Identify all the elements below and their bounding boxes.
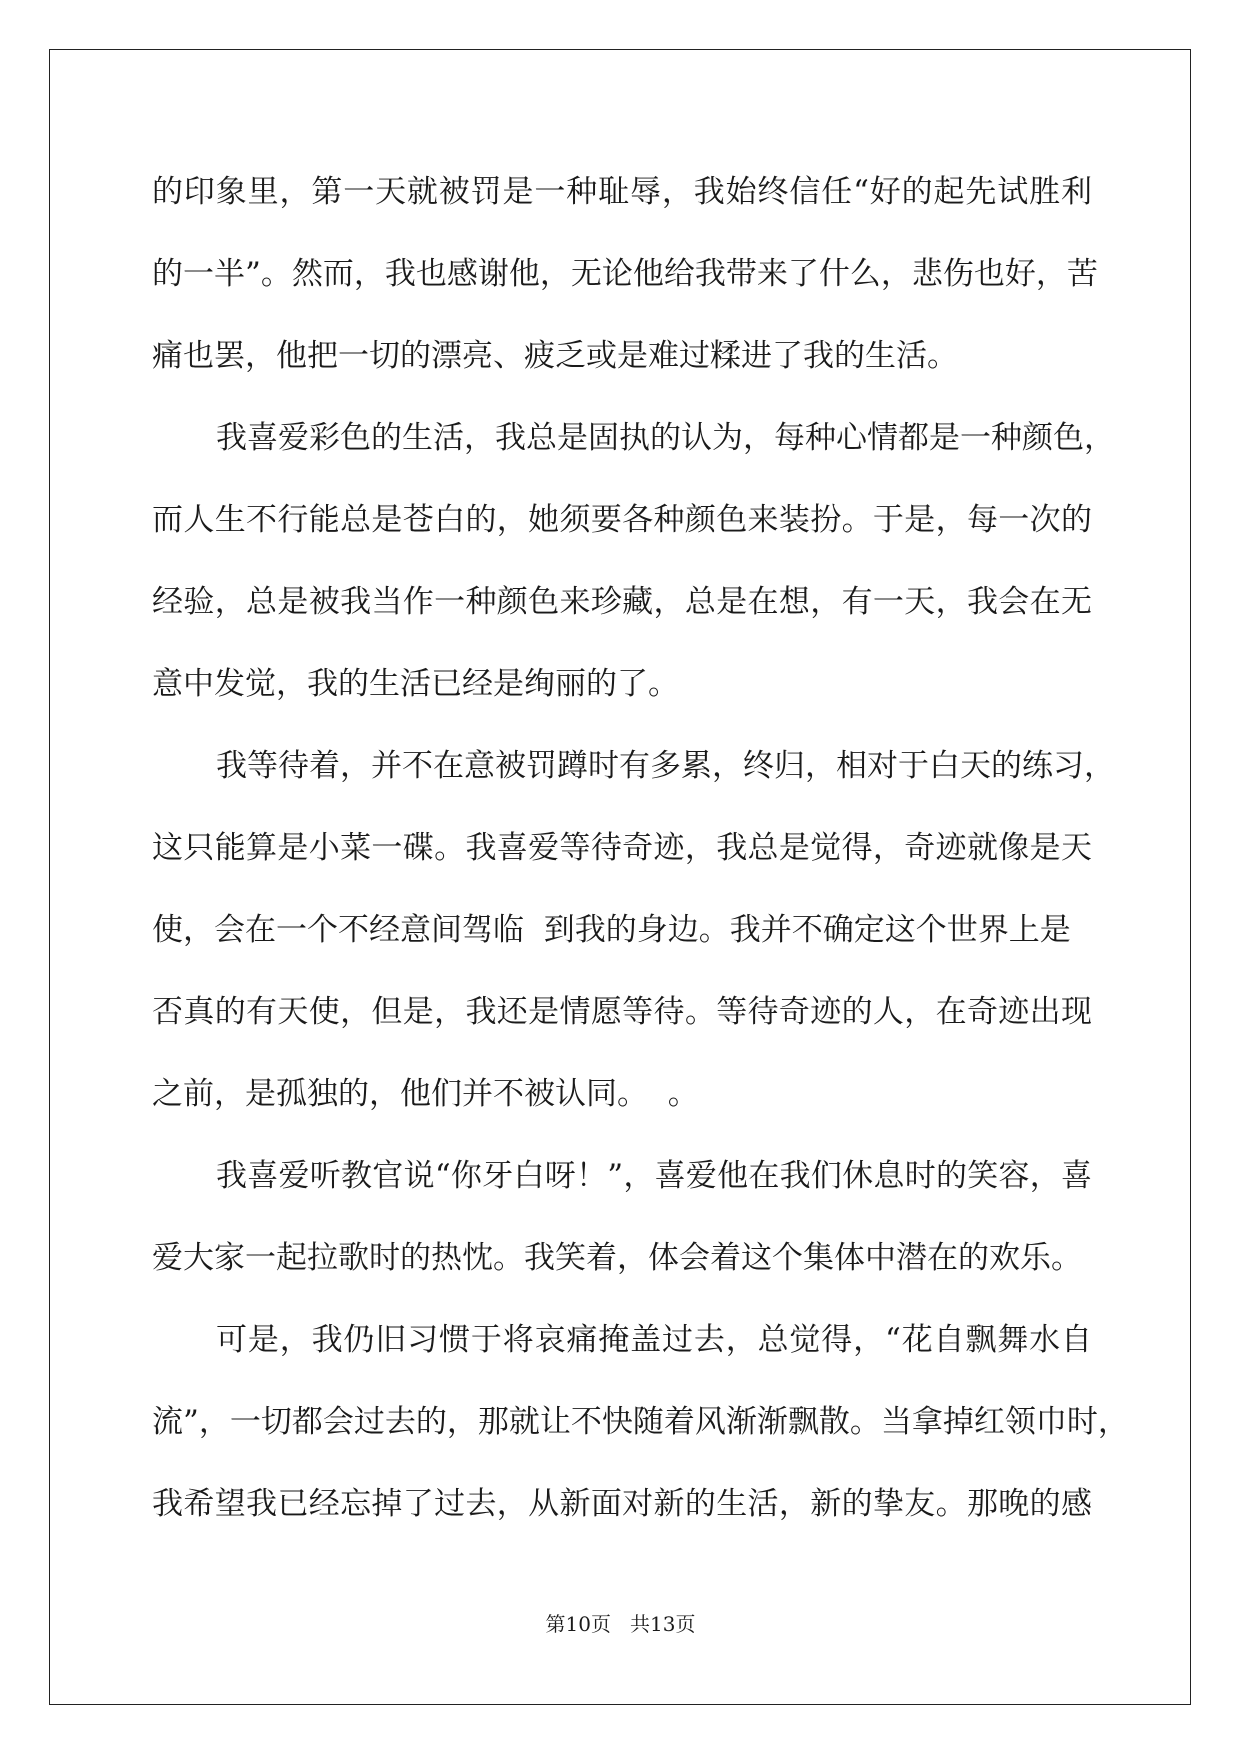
page-total: 共13页 <box>630 1612 696 1636</box>
text-line: 我等待着，并不在意被罚蹲时有多累，终归，相对于白天的练习， <box>216 748 1115 784</box>
text-line: 经验，总是被我当作一种颜色来珍藏，总是在想，有一天，我会在无 <box>152 584 1092 620</box>
text-line: 痛也罢，他把一切的漂亮、疲乏或是难过糅进了我的生活。 <box>152 338 958 374</box>
text-line: 我喜爱彩色的生活，我总是固执的认为，每种心情都是一种颜色， <box>216 420 1115 456</box>
text-line: 可是，我仍旧习惯于将哀痛掩盖过去，总觉得，“花自飘舞水自 <box>216 1322 1092 1358</box>
text-line: 爱大家一起拉歌时的热忱。我笑着，体会着这个集体中潜在的欢乐。 <box>152 1240 1082 1276</box>
text-line: 的印象里，第一天就被罚是一种耻辱，我始终信任“好的起先试胜利 <box>152 174 1092 210</box>
text-line: 意中发觉，我的生活已经是绚丽的了。 <box>152 666 679 702</box>
document-body <box>152 157 1129 1551</box>
page-footer <box>0 1608 1241 1637</box>
text-line: 之前，是孤独的，他们并不被认同。 。 <box>152 1076 699 1112</box>
page-number: 第10页 <box>545 1612 611 1636</box>
text-line: 而人生不行能总是苍白的，她须要各种颜色来装扮。于是，每一次的 <box>152 502 1092 538</box>
text-line: 的一半”。然而，我也感谢他，无论他给我带来了什么，悲伤也好，苦 <box>152 256 1098 292</box>
text-line: 否真的有天使，但是，我还是情愿等待。等待奇迹的人，在奇迹出现 <box>152 994 1092 1030</box>
text-line: 使，会在一个不经意间驾临 到我的身边。我并不确定这个世界上是 <box>152 912 1071 948</box>
text-line: 这只能算是小菜一碟。我喜爱等待奇迹，我总是觉得，奇迹就像是天 <box>152 830 1092 866</box>
text-line: 我希望我已经忘掉了过去，从新面对新的生活，新的挚友。那晚的感 <box>152 1486 1092 1522</box>
text-line: 流”，一切都会过去的，那就让不快随着风渐渐飘散。当拿掉红领巾时， <box>152 1404 1129 1440</box>
text-line: 我喜爱听教官说“你牙白呀！”，喜爱他在我们休息时的笑容，喜 <box>216 1158 1092 1194</box>
